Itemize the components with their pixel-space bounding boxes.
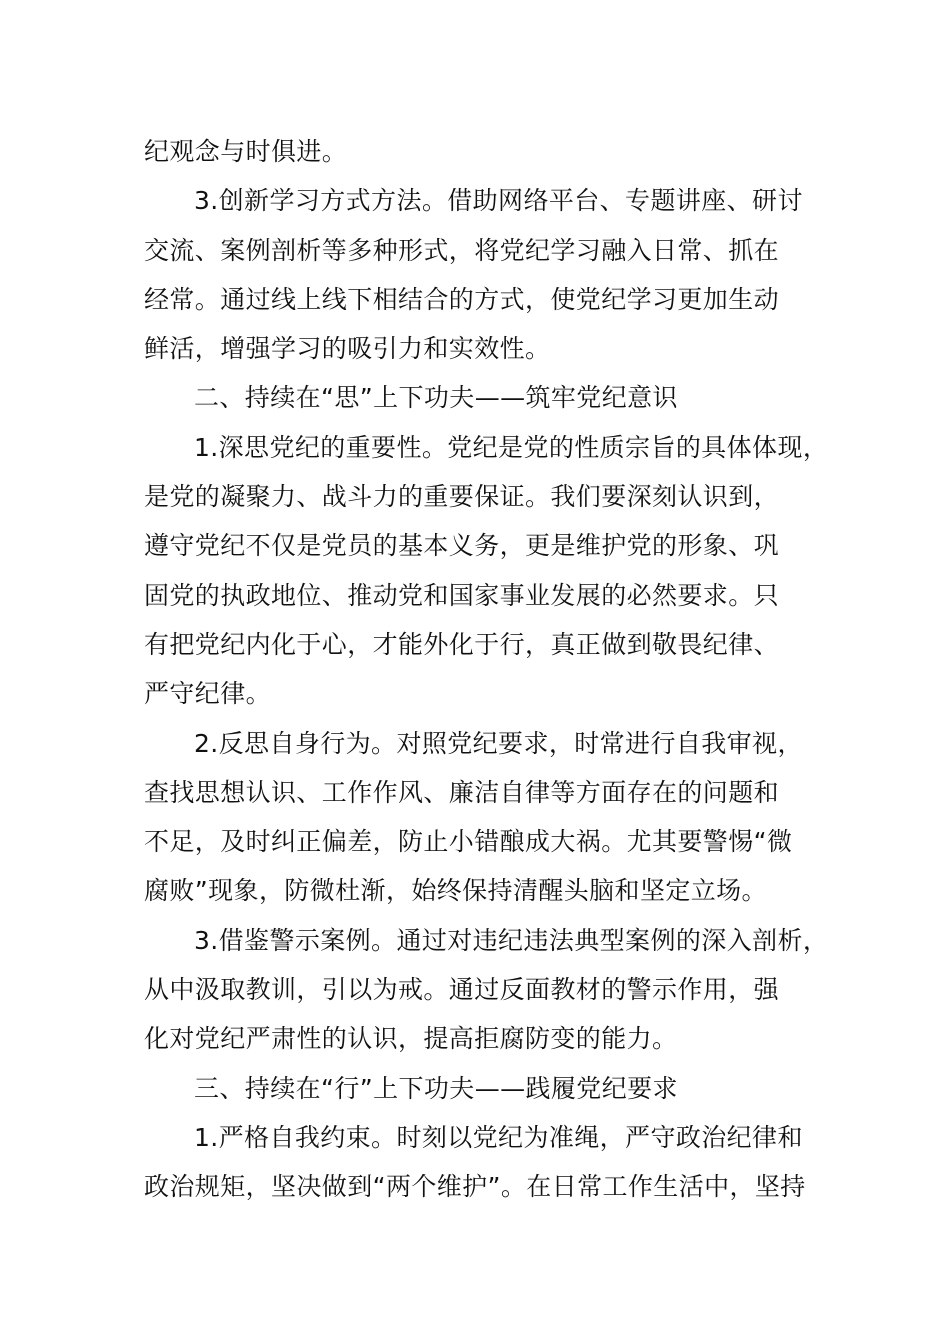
paragraph-first-line: 1.深思党纪的重要性。党纪是党的性质宗旨的具体体现， bbox=[194, 432, 829, 462]
paragraph-first-line: 1.严格自我约束。时刻以党纪为准绳，严守政治纪律和 bbox=[194, 1122, 803, 1152]
text-line: 经常。通过线上线下相结合的方式，使党纪学习更加生动 bbox=[144, 284, 780, 314]
text-line: 交流、案例剖析等多种形式，将党纪学习融入日常、抓在 bbox=[144, 235, 780, 265]
text-line: 化对党纪严肃性的认识，提高拒腐防变的能力。 bbox=[144, 1024, 678, 1054]
section-heading: 二、持续在“思”上下功夫——筑牢党纪意识 bbox=[194, 383, 678, 413]
text-line: 有把党纪内化于心，才能外化于行，真正做到敬畏纪律、 bbox=[144, 629, 780, 659]
section-heading: 三、持续在“行”上下功夫——践履党纪要求 bbox=[194, 1073, 678, 1103]
text-line: 纪观念与时俱进。 bbox=[144, 137, 348, 166]
paragraph-first-line: 3.借鉴警示案例。通过对违纪违法典型案例的深入剖析， bbox=[194, 925, 829, 955]
text-line: 从中汲取教训，引以为戒。通过反面教材的警示作用，强 bbox=[144, 975, 780, 1005]
text-line: 查找思想认识、工作作风、廉洁自律等方面存在的问题和 bbox=[144, 777, 780, 807]
text-line: 腐败”现象，防微杜渐，始终保持清醒头脑和坚定立场。 bbox=[144, 876, 767, 906]
text-line: 严守纪律。 bbox=[144, 679, 272, 709]
text-line: 遵守党纪不仅是党员的基本义务，更是维护党的形象、巩 bbox=[144, 531, 780, 561]
paragraph-first-line: 3.创新学习方式方法。借助网络平台、专题讲座、研讨 bbox=[194, 186, 803, 216]
document-body bbox=[144, 127, 829, 1212]
text-line: 鲜活，增强学习的吸引力和实效性。 bbox=[144, 334, 551, 364]
text-line: 不足，及时纠正偏差，防止小错酿成大祸。尤其要警惕“微 bbox=[144, 827, 793, 857]
text-line: 政治规矩，坚决做到“两个维护”。在日常工作生活中，坚持 bbox=[144, 1172, 806, 1202]
paragraph-first-line: 2.反思自身行为。对照党纪要求，时常进行自我审视， bbox=[194, 728, 803, 758]
text-line: 固党的执政地位、推动党和国家事业发展的必然要求。只 bbox=[144, 580, 780, 610]
text-line: 是党的凝聚力、战斗力的重要保证。我们要深刻认识到， bbox=[144, 482, 780, 512]
